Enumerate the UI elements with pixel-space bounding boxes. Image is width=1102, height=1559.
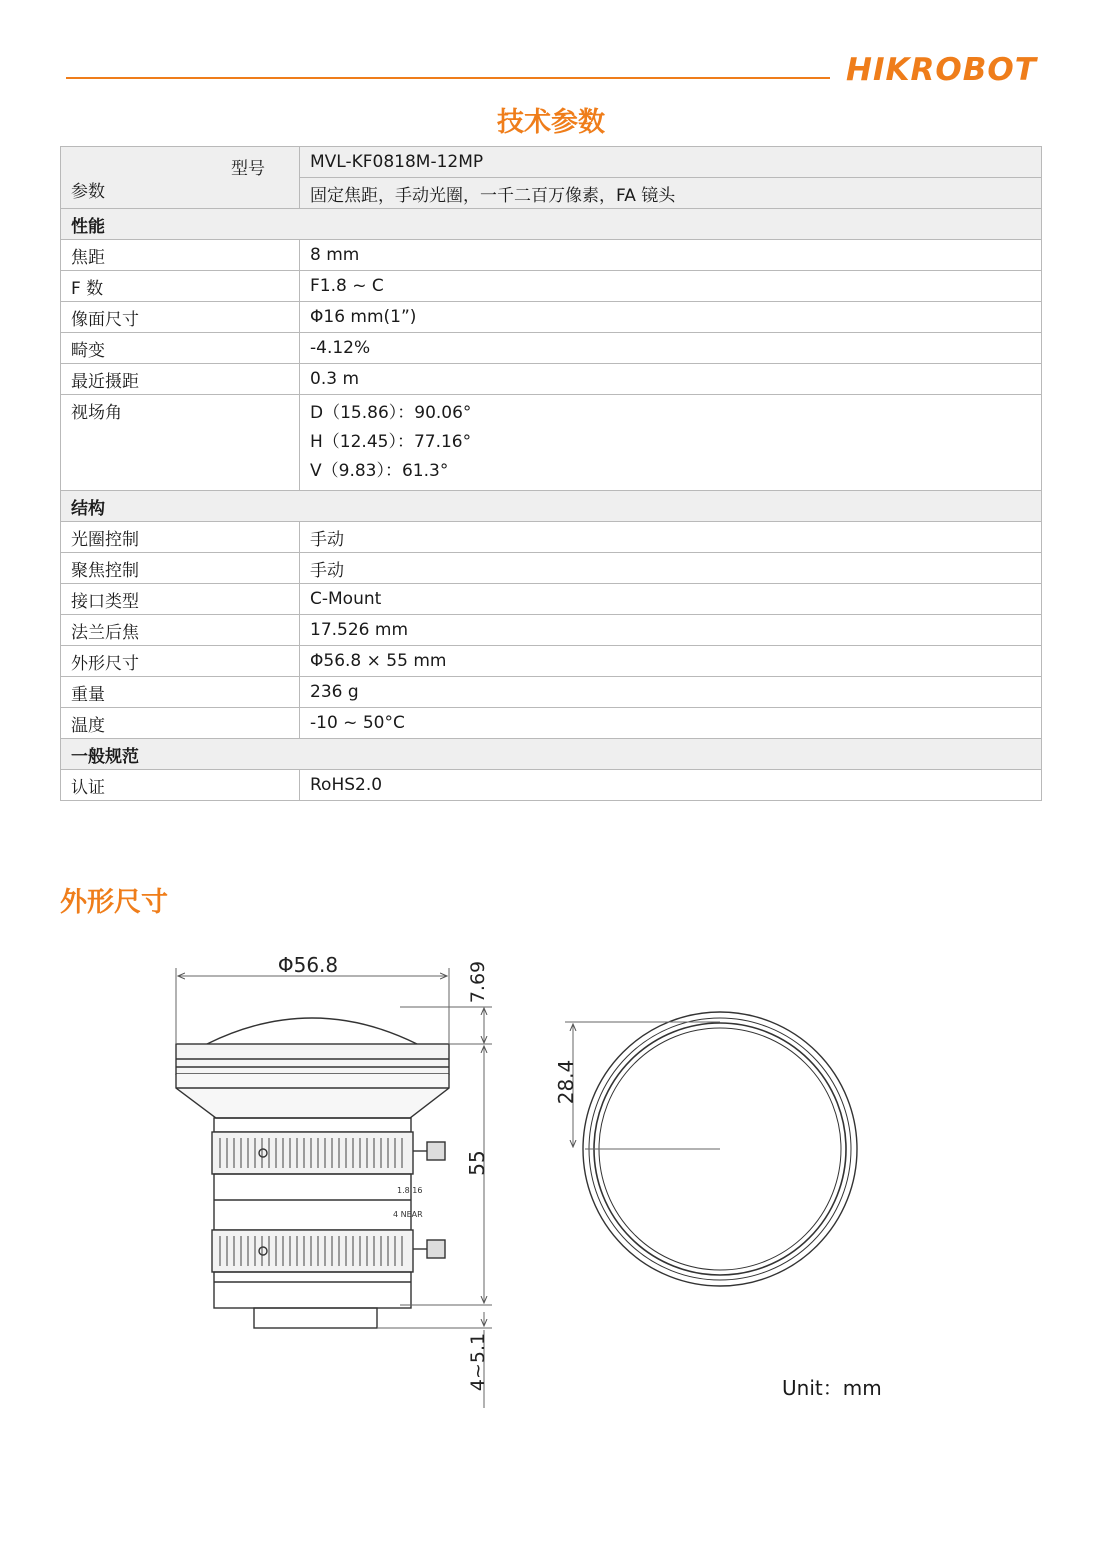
table-row (61, 646, 1042, 677)
table-row (61, 677, 1042, 708)
row-value: 手动 (300, 553, 1042, 584)
brand-logo: HIKROBOT (846, 52, 1037, 88)
table-row (61, 333, 1042, 364)
model-value: MVL-KF0818M-12MP (300, 147, 1042, 178)
ring-mark-bottom: 4 NEAR (393, 1210, 423, 1219)
model-description: 固定焦距，手动光圈，一千二百万像素，FA 镜头 (300, 178, 1042, 209)
table-row (61, 522, 1042, 553)
side-dimension-lines (176, 968, 492, 1408)
header-rule (66, 77, 830, 79)
section-structure: 结构 (61, 491, 1042, 522)
table-row (61, 271, 1042, 302)
table-row (61, 708, 1042, 739)
model-label: 型号 (231, 159, 265, 179)
section-general: 一般规范 (61, 739, 1042, 770)
dimension-drawing (0, 930, 1102, 1410)
section-row (61, 739, 1042, 770)
row-label: 温度 (61, 708, 300, 739)
back-length-label: 4~5.1 (467, 1332, 489, 1392)
row-value: 236 g (300, 677, 1042, 708)
spec-table (60, 146, 1042, 801)
page-title: 技术参数 (497, 107, 605, 138)
row-value: 8 mm (300, 240, 1042, 271)
fov-vertical: V（9.83）：61.3° (310, 461, 449, 481)
header-corner-cell (61, 147, 300, 209)
row-value (300, 395, 1042, 491)
row-label: 外形尺寸 (61, 646, 300, 677)
row-label: 认证 (61, 770, 300, 801)
table-row (61, 584, 1042, 615)
row-value: F1.8 ~ C (300, 271, 1042, 302)
table-row (61, 147, 1042, 178)
row-label: 像面尺寸 (61, 302, 300, 333)
row-value: 手动 (300, 522, 1042, 553)
row-label: 最近摄距 (61, 364, 300, 395)
row-label: 接口类型 (61, 584, 300, 615)
row-label: 焦距 (61, 240, 300, 271)
param-label: 参数 (71, 182, 105, 202)
row-value: 17.526 mm (300, 615, 1042, 646)
row-label: F 数 (61, 271, 300, 302)
section-row (61, 209, 1042, 240)
row-label: 重量 (61, 677, 300, 708)
length-label: 55 (465, 1150, 489, 1176)
top-height-label: 7.69 (467, 960, 489, 1004)
row-label: 聚焦控制 (61, 553, 300, 584)
section-row (61, 491, 1042, 522)
row-value: Φ16 mm(1”) (300, 302, 1042, 333)
unit-label: Unit：mm (782, 1376, 882, 1400)
table-row (61, 553, 1042, 584)
row-label: 畸变 (61, 333, 300, 364)
row-label: 光圈控制 (61, 522, 300, 553)
row-value: 0.3 m (300, 364, 1042, 395)
fov-horizontal: H（12.45）：77.16° (310, 432, 472, 452)
fov-diagonal: D（15.86）：90.06° (310, 403, 472, 423)
ring-mark-top: 1.8 16 (397, 1186, 423, 1195)
row-value: RoHS2.0 (300, 770, 1042, 801)
lens-side-view (176, 1018, 449, 1328)
row-label: 视场角 (61, 395, 300, 491)
row-value: C-Mount (300, 584, 1042, 615)
table-row (61, 770, 1042, 801)
diameter-label: Φ56.8 (277, 953, 339, 977)
table-row (61, 615, 1042, 646)
table-row (61, 240, 1042, 271)
row-value: -4.12% (300, 333, 1042, 364)
row-value: Φ56.8 × 55 mm (300, 646, 1042, 677)
table-row (61, 364, 1042, 395)
row-value: -10 ~ 50°C (300, 708, 1042, 739)
table-row (61, 302, 1042, 333)
radius-label: 28.4 (554, 1059, 578, 1105)
row-label: 法兰后焦 (61, 615, 300, 646)
lens-front-view (565, 1012, 857, 1286)
dimensions-title: 外形尺寸 (60, 887, 168, 918)
table-row (61, 395, 1042, 491)
section-performance: 性能 (61, 209, 1042, 240)
